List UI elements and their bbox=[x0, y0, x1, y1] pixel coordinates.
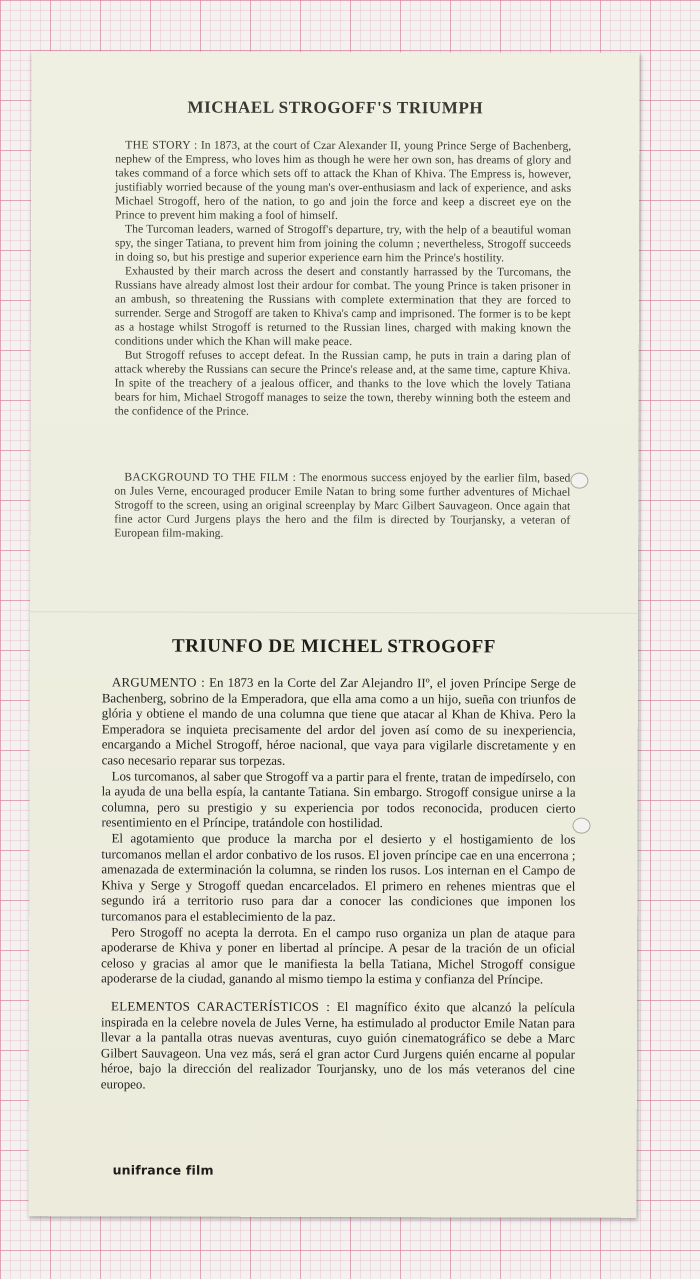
spanish-background-paragraph: ELEMENTOS CARACTERÍSTICOS : El magnífico éxito que alcanzó la película inspirada en la celebre novela de Jules Verne, ha estimulado al productor Emile Natan para llevar a la pantalla otras nuevas aventuras, cuyo guión cinematográfico se debe a Marc Gilbert Sauvageon. Una vez más, será el gran actor Curd Jurgens quién encarne al popular héroe, bajo la dirección del realizador Tourjansky, uno de los más veteranos del cine europeo. bbox=[100, 999, 576, 1092]
paper-fold bbox=[30, 611, 638, 614]
spanish-story-paragraph: Los turcomanos, al saber que Strogoff va a partir para el frente, tratan de impedírselo, con la ayuda de una bella espía, la cantante Tatiana. Sin embargo. Strogoff consigue unirse a la columna, pero su prestigio y su experiencia por todos reconocida, producen cierto resentimiento en el Príncipe, tratándole con hostilidad. bbox=[101, 768, 576, 831]
spanish-background bbox=[101, 999, 575, 1094]
spanish-title: TRIUNFO DE MICHEL STROGOFF bbox=[171, 635, 496, 658]
press-sheet bbox=[28, 51, 639, 1218]
english-story-paragraph: Exhausted by their march across the desert and constantly harrassed by the Turcomans, the Russians have already almost lost their ardour for combat. The young Prince is taken prisoner in an ambush, so threatening the Russians with complete extermination that they are forced to surrender. Serge and Strogoff are taken to Khiva's camp and imprisoned. The former is to be kept as a hostage whilst Strogoff is returned to the Russian lines, charged with making known the conditions under which the Khan will make peace. bbox=[114, 264, 571, 349]
english-story-paragraph: The Turcoman leaders, warned of Strogoff's departure, try, with the help of a beautiful woman spy, the singer Tatiana, to prevent him from joining the column ; nevertheless, Strogoff succeeds in doing so, but his prestige and superior experience earn him the Prince's hostility. bbox=[114, 222, 572, 265]
english-background bbox=[114, 470, 570, 541]
spanish-story-paragraph: Pero Strogoff no acepta la derrota. En el campo ruso organiza un plan de ataque para apoderarse de Khiva y poner en libertad al príncipe. A pesar de la tración de un oficial celoso y gracias al amor que le manifiesta la bella Tatiana, Michel Strogoff consigue apoderarse de la ciudad, ganando al mismo tiempo la estima y confianza del Príncipe. bbox=[101, 924, 576, 987]
spanish-story-paragraph: ARGUMENTO : En 1873 en la Corte del Zar Alejandro IIº, el joven Príncipe Serge de Bachenberg, sobrino de la Emperadora, que ella ama como a un hijo, sueña con triunfos de glória y obtiene el mando de una columna que tiene que atacar al Khan de Khiva. Pero la Emperadora se inquieta precisamente del ardor del joven así como de su inexperiencia, encargando a Michel Strogoff, héroe nacional, que vaya para vigilarle discretamente y en caso necesario reparar sus torpezas. bbox=[101, 675, 576, 768]
english-story-paragraph: But Strogoff refuses to accept defeat. In the Russian camp, he puts in train a daring plan of attack whereby the Russians can secure the Prince's release and, at the same time, capture Khiva. In spite of the treachery of a jealous officer, and thanks to the love which the lovely Tatiana bears for him, Michael Strogoff manages to seize the town, thereby winning both the esteem and the confidence of the Prince. bbox=[114, 348, 571, 418]
unifrance-logo: unifrance film bbox=[112, 1162, 214, 1178]
spanish-background-heading: ELEMENTOS CARACTERÍSTICOS : bbox=[111, 999, 331, 1014]
spanish-story-heading: ARGUMENTO : bbox=[111, 675, 206, 690]
spanish-story bbox=[101, 675, 576, 988]
spanish-story-paragraph: El agotamiento que produce la marcha por el desierto y el hostigamiento de los turcomanos mellan el ardor conbativo de los rusos. El joven príncipe cae en una encerrona ; amenazada de exterminación la columna, se rinden los rusos. Los internan en el Campo de Khiva y Serge y Strogoff quedan encarcelados. El primero en rehenes mientras que el segundo irá a territorio ruso para dar a conocer las condiciones que imponen los turcomanos para el establecimiento de la paz. bbox=[101, 831, 576, 924]
english-background-heading: BACKGROUND TO THE FILM : bbox=[124, 470, 297, 484]
punch-hole bbox=[572, 818, 590, 834]
english-story-heading: THE STORY : bbox=[125, 138, 198, 152]
punch-hole bbox=[570, 473, 588, 489]
english-title: MICHAEL STROGOFF'S TRIUMPH bbox=[187, 97, 484, 118]
english-background-paragraph: BACKGROUND TO THE FILM : The enormous success enjoyed by the earlier film, based on Jules Verne, encouraged producer Emile Natan to bring some further adventures of Michael Strogoff to the screen, using an original screenplay by Marc Gilbert Sauvageon. Once again that fine actor Curd Jurgens plays the hero and the film is directed by Tourjansky, a veteran of European film-making. bbox=[114, 470, 571, 540]
english-story-paragraph: THE STORY : In 1873, at the court of Czar Alexander II, young Prince Serge of Bachenberg, nephew of the Empress, who loves him as though he were her own son, has dreams of glory and takes command of a force which sets off to attack the Khan of Khiva. The Empress is, however, justifiably worried because of the young man's over-enthusiasm and lack of experience, and asks Michael Strogoff, hero of the nation, to go and join the force and keep a discreet eye on the Prince to prevent him making a fool of himself. bbox=[115, 138, 572, 223]
english-story bbox=[115, 138, 572, 419]
